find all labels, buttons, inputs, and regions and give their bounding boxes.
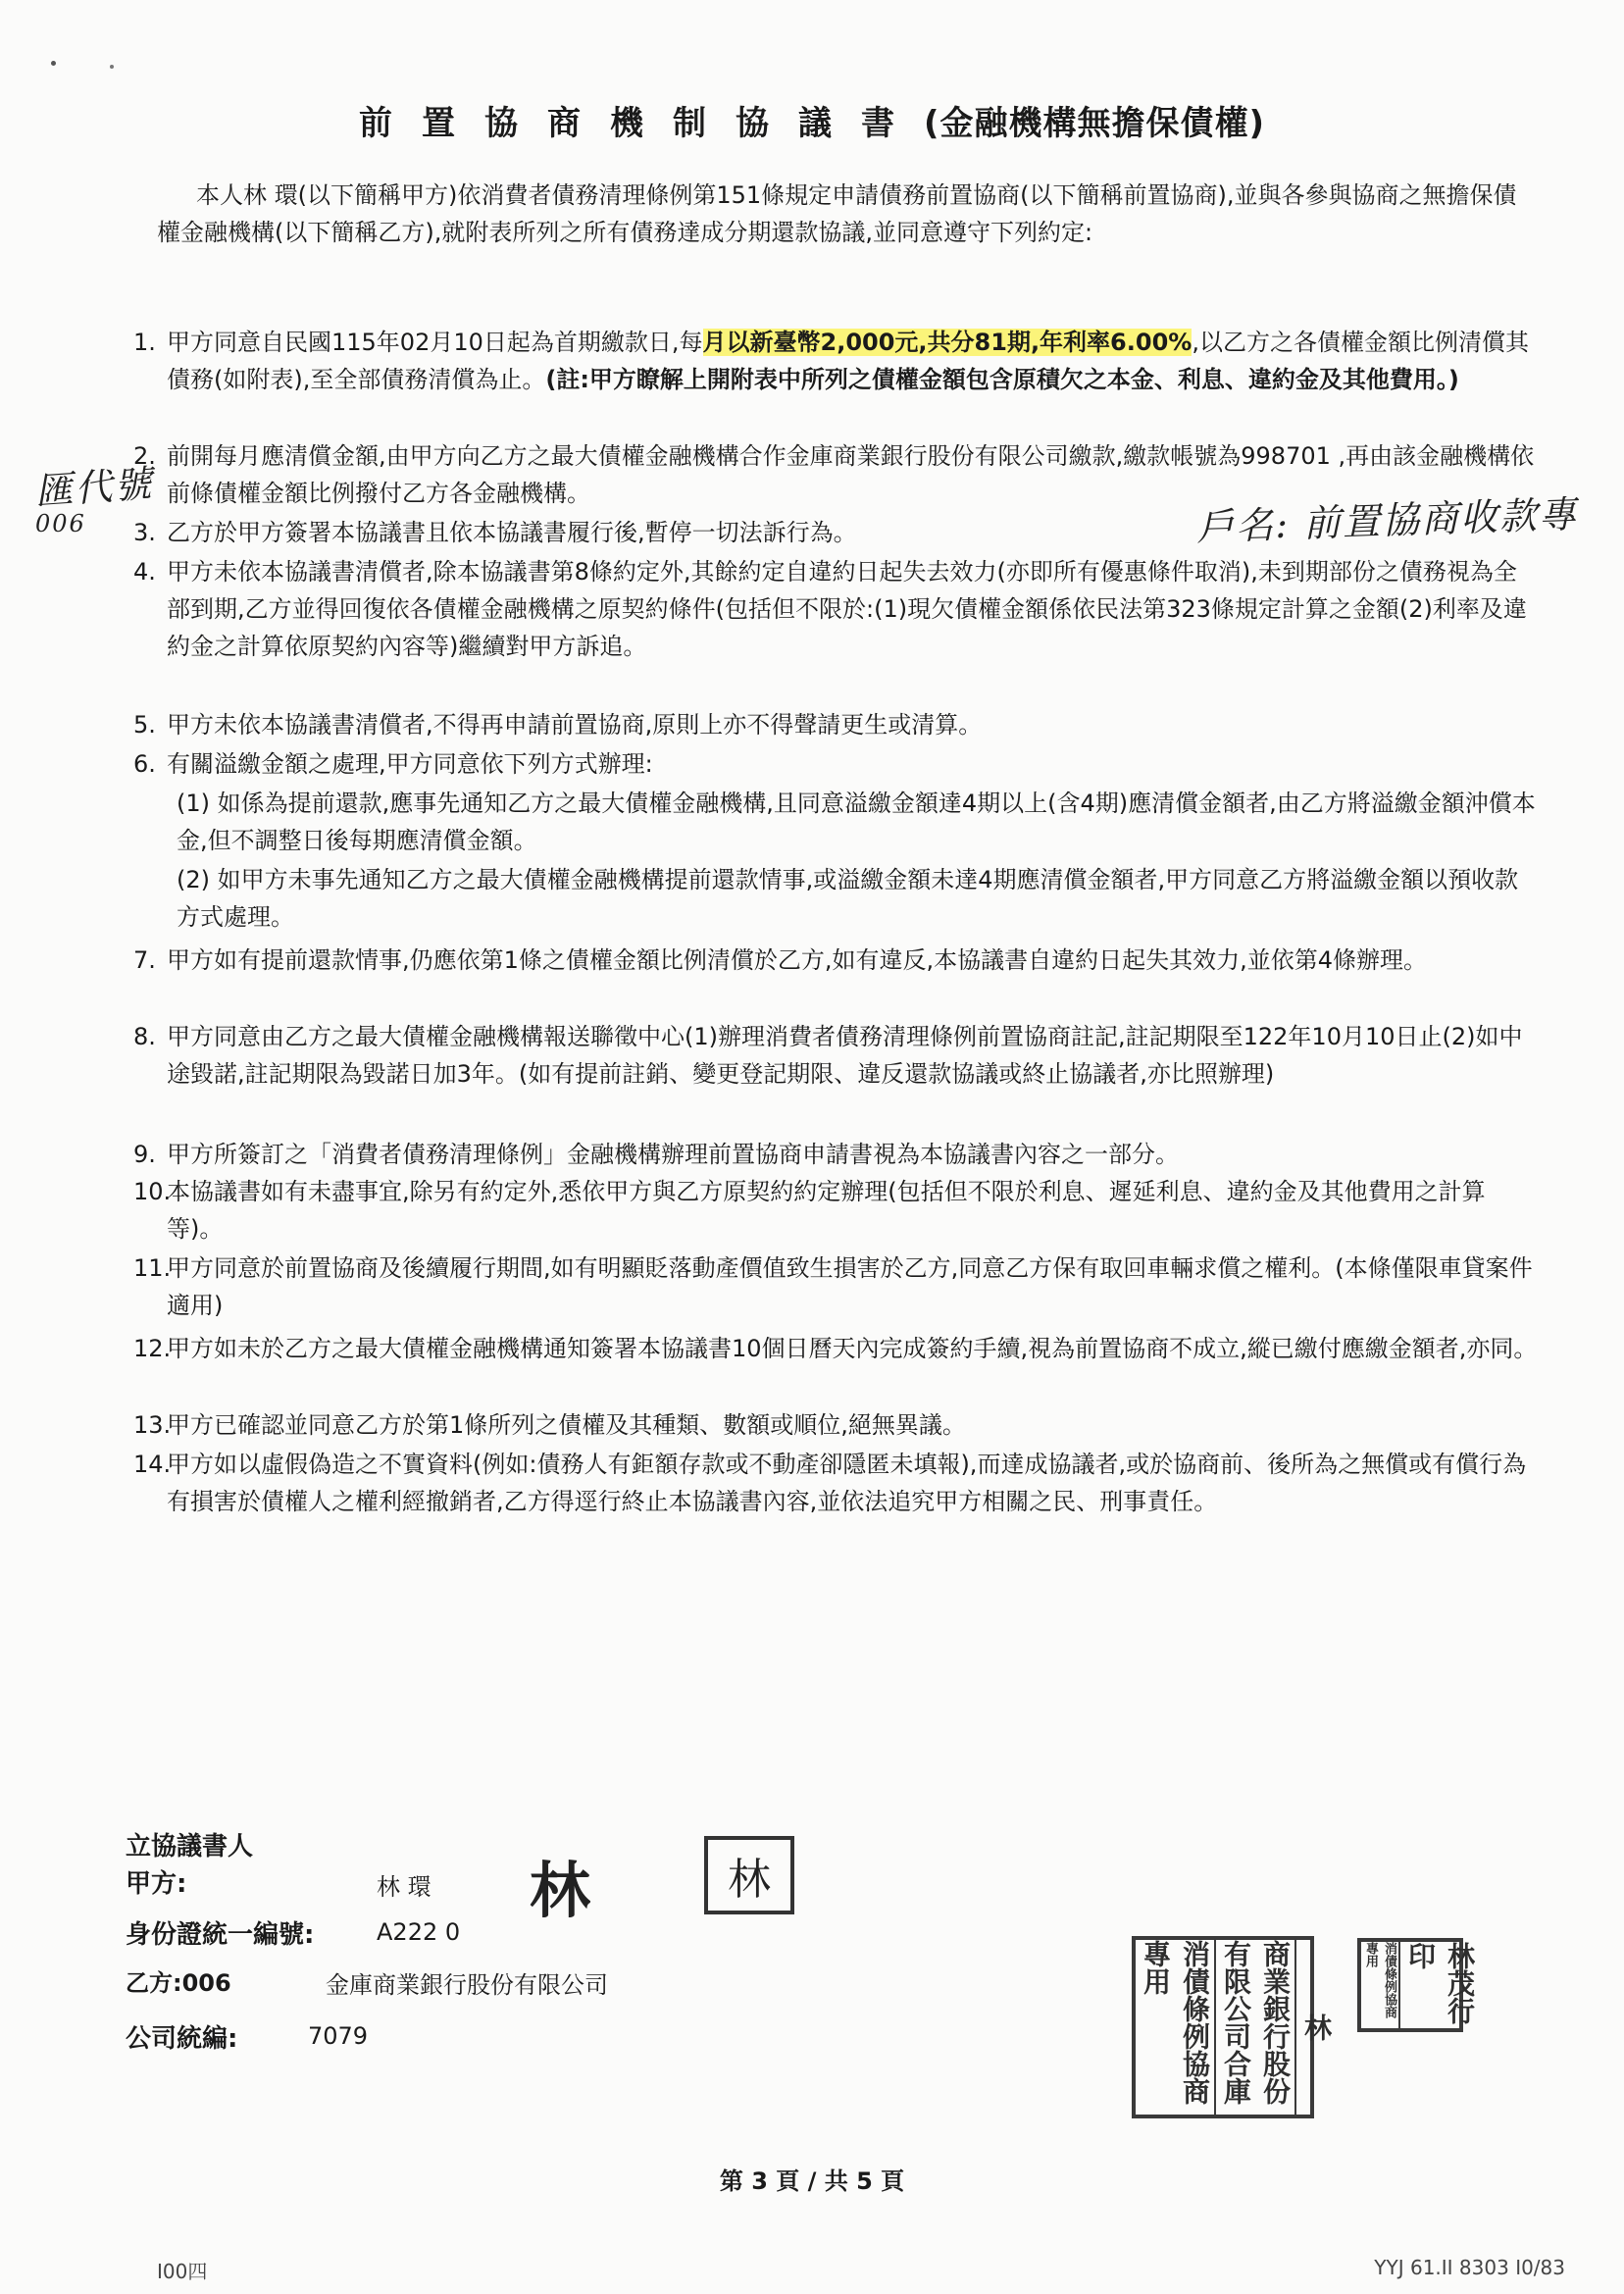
clause-6-item-2 <box>177 861 1540 936</box>
clause-1-note: (註:甲方瞭解上開附表中所列之債權金額包含原積欠之本金、利息、違約金及其他費用。) <box>545 366 1459 393</box>
clause-number: 12. <box>133 1335 172 1362</box>
clause-text: 甲方未依本協議書清償者,除本協議書第8條約定外,其餘約定自違約日起失去效力(亦即所有優惠條件取消),未到期部份之債務視為全部到期,乙方並得回復依各債權金融機構之原契約條件(包括但不限於:(1)現欠債權金額係依民法第323條規定計算之金額(2)利率及違約金之計算依原契約內容等)繼續對甲方訴追。 <box>167 558 1527 660</box>
clause-number: 5. <box>133 711 156 739</box>
party-b-label: 乙方:006 <box>126 1969 231 1997</box>
clause-text: 甲方未依本協議書清償者,不得再申請前置協商,原則上亦不得聲請更生或清算。 <box>167 711 983 739</box>
clause-text: 甲方如未於乙方之最大債權金融機構通知簽署本協議書10個日曆天內完成簽約手續,視為前置協商不成立,縱已繳付應繳金額者,亦同。 <box>167 1335 1538 1362</box>
form-code-left: I00四 <box>157 2260 208 2283</box>
clause-4 <box>133 553 1540 665</box>
clause-6 <box>133 745 1540 783</box>
clause-11 <box>133 1249 1540 1324</box>
sub-clause-text: 如係為提前還款,應事先通知乙方之最大債權金融機構,且同意溢繳金額達4期以上(含4期)應清償金額者,由乙方將溢繳金額沖償本金,但不調整日後每期應清償金額。 <box>177 790 1536 854</box>
sub-clause-number: (2) <box>177 866 210 893</box>
representative-seal-stamp <box>1357 1938 1476 2032</box>
clause-number: 10. <box>133 1178 172 1205</box>
handwritten-remittance-code-label: 匯代號 <box>33 461 155 514</box>
clause-text: 甲方同意於前置協商及後續履行期間,如有明顯貶落動產價值致生損害於乙方,同意乙方保有取回車輛求償之權利。(本條僅限車貸案件適用) <box>167 1254 1533 1319</box>
clause-7 <box>133 942 1540 979</box>
clause-number: 1. <box>133 329 156 356</box>
clause-8 <box>133 1018 1540 1093</box>
party-a-name: 林 環 <box>377 1873 431 1901</box>
intro-paragraph: 本人林 環(以下簡稱甲方)依消費者債務清理條例第151條規定申請債務前置協商(以下簡稱前置協商),並與各參與協商之無擔保債權金融機構(以下簡稱乙方),就附表所列之所有債務達成分期還款協議,並同意遵守下列約定: <box>157 181 1517 246</box>
clause-1 <box>133 324 1540 398</box>
signatory-heading: 立協議書人 <box>126 1832 254 1861</box>
clause-5 <box>133 706 1540 743</box>
party-a-label: 甲方: <box>126 1869 187 1899</box>
clause-text: 甲方已確認並同意乙方於第1條所列之債權及其種類、數額或順位,絕無異議。 <box>167 1411 966 1439</box>
page-number: 第 3 頁 / 共 5 頁 <box>719 2167 905 2195</box>
title-sub: (金融機構無擔保債權) <box>923 104 1266 143</box>
clause-text: 前開每月應清償金額,由甲方向乙方之最大債權金融機構合作金庫商業銀行股份有限公司繳款,繳款帳號為998701 ,再由該金融機構依前條債權金額比例撥付乙方各金融機構。 <box>167 442 1535 507</box>
clause-number: 14. <box>133 1451 172 1478</box>
clause-text: 甲方同意由乙方之最大債權金融機構報送聯徵中心(1)辦理消費者債務清理條例前置協商註記,註記期限至122年10月10日止(2)如中途毀諾,註記期限為毀諾日加3年。(如有提前註銷、變更登記期限、違反還款協議或終止協議者,亦比照辦理) <box>167 1023 1523 1088</box>
clause-number: 4. <box>133 558 156 586</box>
sub-clause-number: (1) <box>177 790 210 817</box>
clause-1-post: ,以乙方之各債權金額比例清償其債務(如附表),至全部債務清償為止。 <box>167 329 1529 393</box>
clause-number: 8. <box>133 1023 156 1050</box>
clause-number: 9. <box>133 1141 156 1168</box>
clause-14 <box>133 1446 1540 1520</box>
clause-number: 13. <box>133 1411 172 1439</box>
representative-seal-column: 消債條例協商專用 <box>1363 1942 1396 2018</box>
id-number-label: 身份證統一編號: <box>126 1920 315 1950</box>
scan-speck <box>110 65 114 69</box>
representative-seal-column: 林茂行印 <box>1398 1942 1479 2028</box>
sub-clause-text: 如甲方未事先通知乙方之最大債權金融機構提前還款情事,或溢繳金額未達4期應清償金額者,甲方同意乙方將溢繳金額以預收款方式處理。 <box>177 866 1519 931</box>
clause-6-item-1 <box>177 785 1540 859</box>
clause-text: 乙方於甲方簽署本協議書且依本協議書履行後,暫停一切法訴行為。 <box>167 519 857 546</box>
handwritten-bank-code: 006 <box>35 510 86 537</box>
form-code-right: YYJ 61.II 8303 I0/83 <box>1374 2256 1565 2279</box>
party-b-name: 金庫商業銀行股份有限公司 <box>326 1971 608 1999</box>
bank-seal-column: 商業銀行股份有限公司合庫 <box>1214 1940 1294 2115</box>
clause-10 <box>133 1173 1540 1248</box>
clause-text: 甲方所簽訂之「消費者債務清理條例」金融機構辦理前置協商申請書視為本協議書內容之一部分。 <box>167 1141 1179 1168</box>
clause-text: 本協議書如有未盡事宜,除另有約定外,悉依甲方與乙方原契約約定辦理(包括但不限於利息、遲延利息、違約金及其他費用之計算等)。 <box>167 1178 1486 1243</box>
clause-number: 11. <box>133 1254 172 1282</box>
company-tax-id-value: 7079 <box>308 2022 369 2050</box>
clause-text: 有關溢繳金額之處理,甲方同意依下列方式辦理: <box>167 750 653 778</box>
personal-seal <box>704 1836 794 1914</box>
clause-1-pre: 甲方同意自民國115年02月10日起為首期繳款日,每 <box>167 329 703 356</box>
clause-number: 2. <box>133 442 156 470</box>
party-a-signature: 林 <box>530 1855 591 1926</box>
company-tax-id-label: 公司統編: <box>126 2024 238 2054</box>
title-main: 前置協商機制協議書 <box>358 104 924 143</box>
scan-speck <box>51 61 56 66</box>
document-title <box>0 96 1624 144</box>
clause-text: 甲方如有提前還款情事,仍應依第1條之債權金額比例清償於乙方,如有違反,本協議書自違約日起失其效力,並依第4條辦理。 <box>167 946 1428 974</box>
clause-number: 7. <box>133 946 156 974</box>
clause-13 <box>133 1406 1540 1444</box>
clause-number: 6. <box>133 750 156 778</box>
clause-1-highlight: 月以新臺幣2,000元,共分81期,年利率6.00% <box>702 329 1193 356</box>
id-number-value: A222 0 <box>377 1918 461 1946</box>
clause-text: 甲方如以虛假偽造之不實資料(例如:債務人有鉅額存款或不動產卻隱匿未填報),而達成協議者,或於協商前、後所為之無償或有償行為有損害於債權人之權利經撤銷者,乙方得逕行終止本協議書內容,並依法追究甲方相關之民、刑事責任。 <box>167 1451 1527 1515</box>
bank-seal-column: 林 <box>1294 1940 1336 2115</box>
clause-9 <box>133 1136 1540 1173</box>
bank-seal-stamp <box>1132 1936 1333 2118</box>
bank-seal-column: 消債條例協商專用 <box>1140 1940 1211 2105</box>
personal-seal-text: 林 <box>728 1855 771 1905</box>
handwritten-account-name-note: 戶名: 前置協商收款專 <box>1195 492 1579 549</box>
clause-12 <box>133 1330 1540 1367</box>
clause-number: 3. <box>133 519 156 546</box>
